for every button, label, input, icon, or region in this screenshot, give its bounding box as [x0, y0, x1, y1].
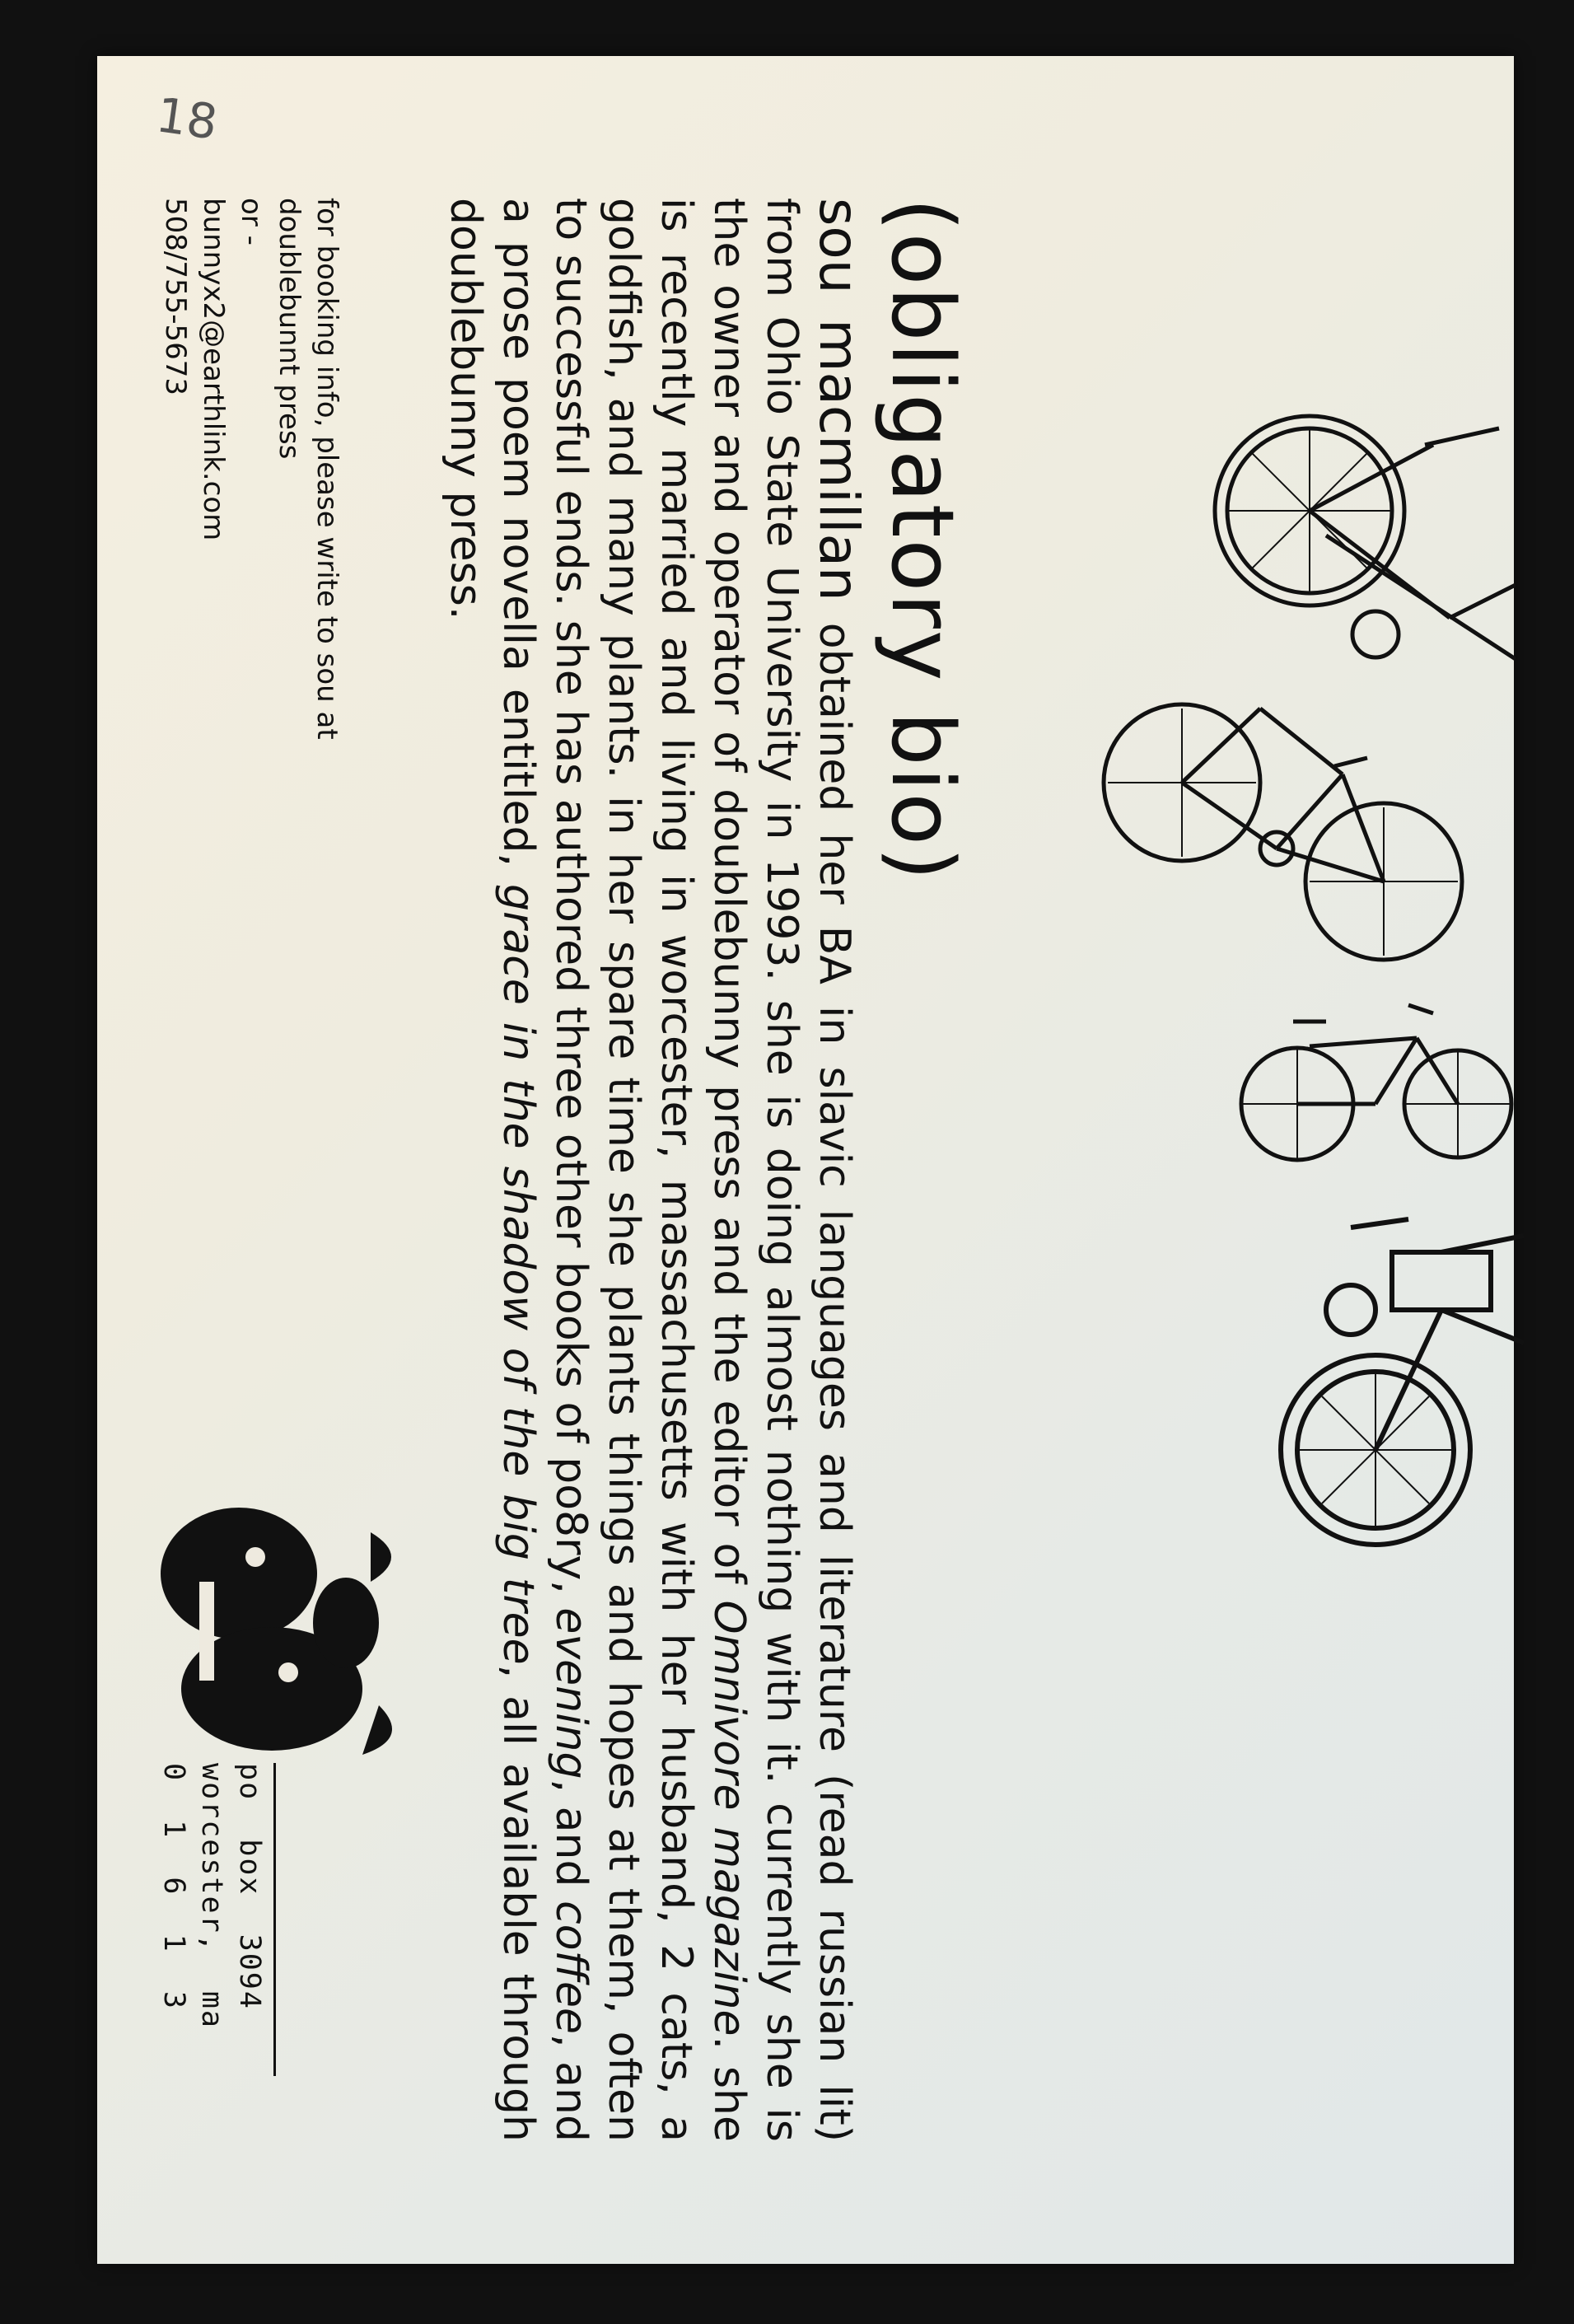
address-line: po box 3094: [233, 1763, 266, 2010]
address-line: 0 1 6 1 3: [157, 1763, 190, 2010]
bio-text: . she is recently married and living in worcester, massachusetts with her husband, 2 cats, a goldfish, and many plants. in her spare time she plants things and hopes at them, often to successful ends. she has authored three other books of po8ry,: [546, 198, 754, 2142]
bicycle-icon: [1235, 989, 1516, 1170]
bio-text: obtained her BA in slavic languages and literature (read russian lit) from Ohio State University in 1993. she is doing almost nothing with it. currently she is the owner and operator of doublebunny press and the editor of: [704, 198, 859, 2142]
bunny-logo: [140, 1499, 404, 1771]
rotated-content: [148, 198, 972, 2142]
bio-text: , and a prose poem novella entitled,: [493, 198, 596, 2142]
page-number: 18: [152, 87, 222, 151]
author-name: sou macmillan: [807, 198, 871, 601]
magazine-title: Omnivore magazine: [704, 1600, 754, 2036]
address-line: worcester, ma: [195, 1763, 228, 2030]
booking-email: bunnyx2@earthlink.com: [197, 198, 230, 541]
booking-line: for booking info, please write to sou at: [311, 198, 343, 740]
booking-line: or -: [235, 198, 268, 245]
booking-line: doublebunnt press: [273, 198, 306, 460]
bio-text: , all available through doublebunny press.: [441, 198, 543, 2142]
bicycle-icon: [1252, 1203, 1524, 1549]
bio-title: (obligatory bio): [872, 198, 973, 882]
bio-body: [439, 198, 871, 2142]
book-title: evening: [546, 1607, 596, 1779]
mailing-address: [155, 1763, 276, 2076]
bicycle-icon: [1095, 692, 1499, 972]
book-title: big tree: [493, 1494, 543, 1665]
book-title: grace in the shadow of the: [493, 884, 543, 1477]
bio-text: [493, 1476, 543, 1494]
booking-phone: 508/755-5673: [159, 198, 192, 396]
booking-info: [156, 198, 346, 1269]
bicycle-icon: [1203, 395, 1516, 725]
book-title: coffee: [546, 1901, 596, 2035]
bio-text: , and: [546, 1779, 596, 1901]
